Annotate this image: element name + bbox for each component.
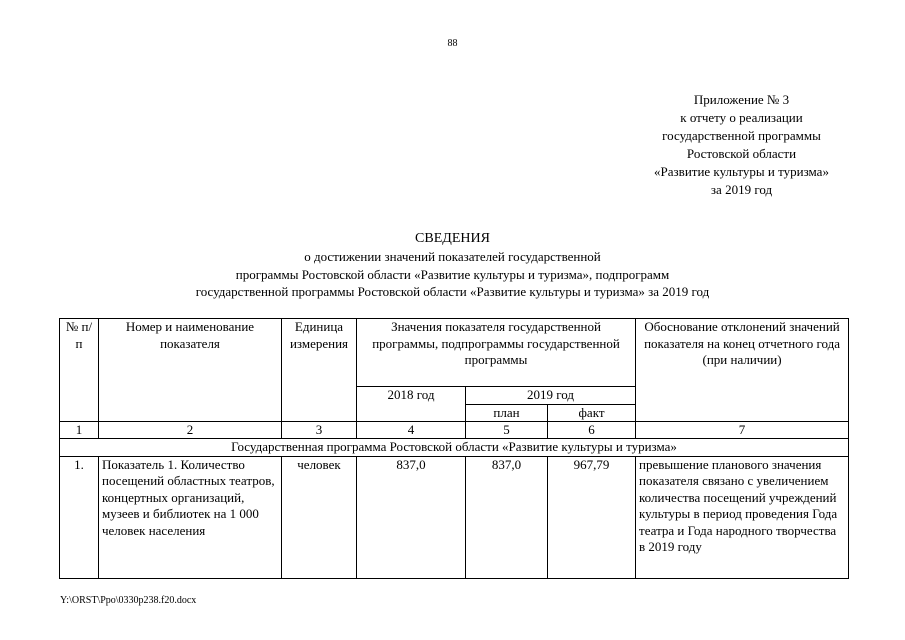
- row-value-2018: 837,0: [357, 456, 466, 578]
- appendix-line: за 2019 год: [710, 182, 773, 197]
- header-unit: Единица измерения: [282, 319, 357, 422]
- column-number-row: [60, 422, 849, 439]
- indicator-table: [59, 318, 849, 579]
- document-heading: [0, 230, 905, 301]
- column-number: 5: [466, 422, 548, 439]
- column-number: 3: [282, 422, 357, 439]
- column-number: 2: [99, 422, 282, 439]
- appendix-line: к отчету о реализации: [680, 110, 803, 125]
- section-title: Государственная программа Ростовской области «Развитие культуры и туризма»: [60, 439, 849, 457]
- row-value-plan: 837,0: [466, 456, 548, 578]
- table-row: [60, 456, 849, 578]
- header-num: № п/п: [60, 319, 99, 422]
- row-indicator-name: Показатель 1. Количество посещений областных театров, концертных организаций, музеев и библиотек на 1 000 человек населения: [99, 456, 282, 578]
- heading-line: государственной программы Ростовской области «Развитие культуры и туризма» за 2019 год: [195, 284, 710, 299]
- appendix-line: Приложение № 3: [693, 92, 790, 107]
- header-year-cur: 2019 год: [466, 387, 636, 405]
- header-values: Значения показателя государственной программы, подпрограммы государственной программы: [357, 319, 636, 387]
- header-plan: план: [466, 404, 548, 422]
- page-number: 88: [447, 38, 458, 49]
- header-reason: Обоснование отклонений значений показателя на конец отчетного года (при наличии): [636, 319, 849, 422]
- column-number: 1: [60, 422, 99, 439]
- header-fact: факт: [548, 404, 636, 422]
- document-title: СВЕДЕНИЯ: [415, 231, 490, 246]
- column-number: 7: [636, 422, 849, 439]
- appendix-line: государственной программы: [662, 128, 821, 143]
- row-reason: превышение планового значения показателя связано с увеличением количества посещений учреждений культуры в период проведения Года театра и Года народного творчества в 2019 году: [636, 456, 849, 578]
- column-number: 6: [548, 422, 636, 439]
- appendix-line: Ростовской области: [686, 146, 797, 161]
- heading-line: о достижении значений показателей государственной: [304, 249, 601, 264]
- appendix-note: [600, 91, 883, 199]
- row-unit: человек: [282, 456, 357, 578]
- header-name: Номер и наименование показателя: [99, 319, 282, 422]
- row-num: 1.: [60, 456, 99, 578]
- appendix-line: «Развитие культуры и туризма»: [654, 164, 829, 179]
- file-path-footer: Y:\ORST\Ppo\0330p238.f20.docx: [60, 595, 197, 606]
- column-number: 4: [357, 422, 466, 439]
- header-year-prev: 2018 год: [357, 387, 466, 422]
- row-value-fact: 967,79: [548, 456, 636, 578]
- heading-line: программы Ростовской области «Развитие культуры и туризма», подпрограмм: [235, 266, 670, 282]
